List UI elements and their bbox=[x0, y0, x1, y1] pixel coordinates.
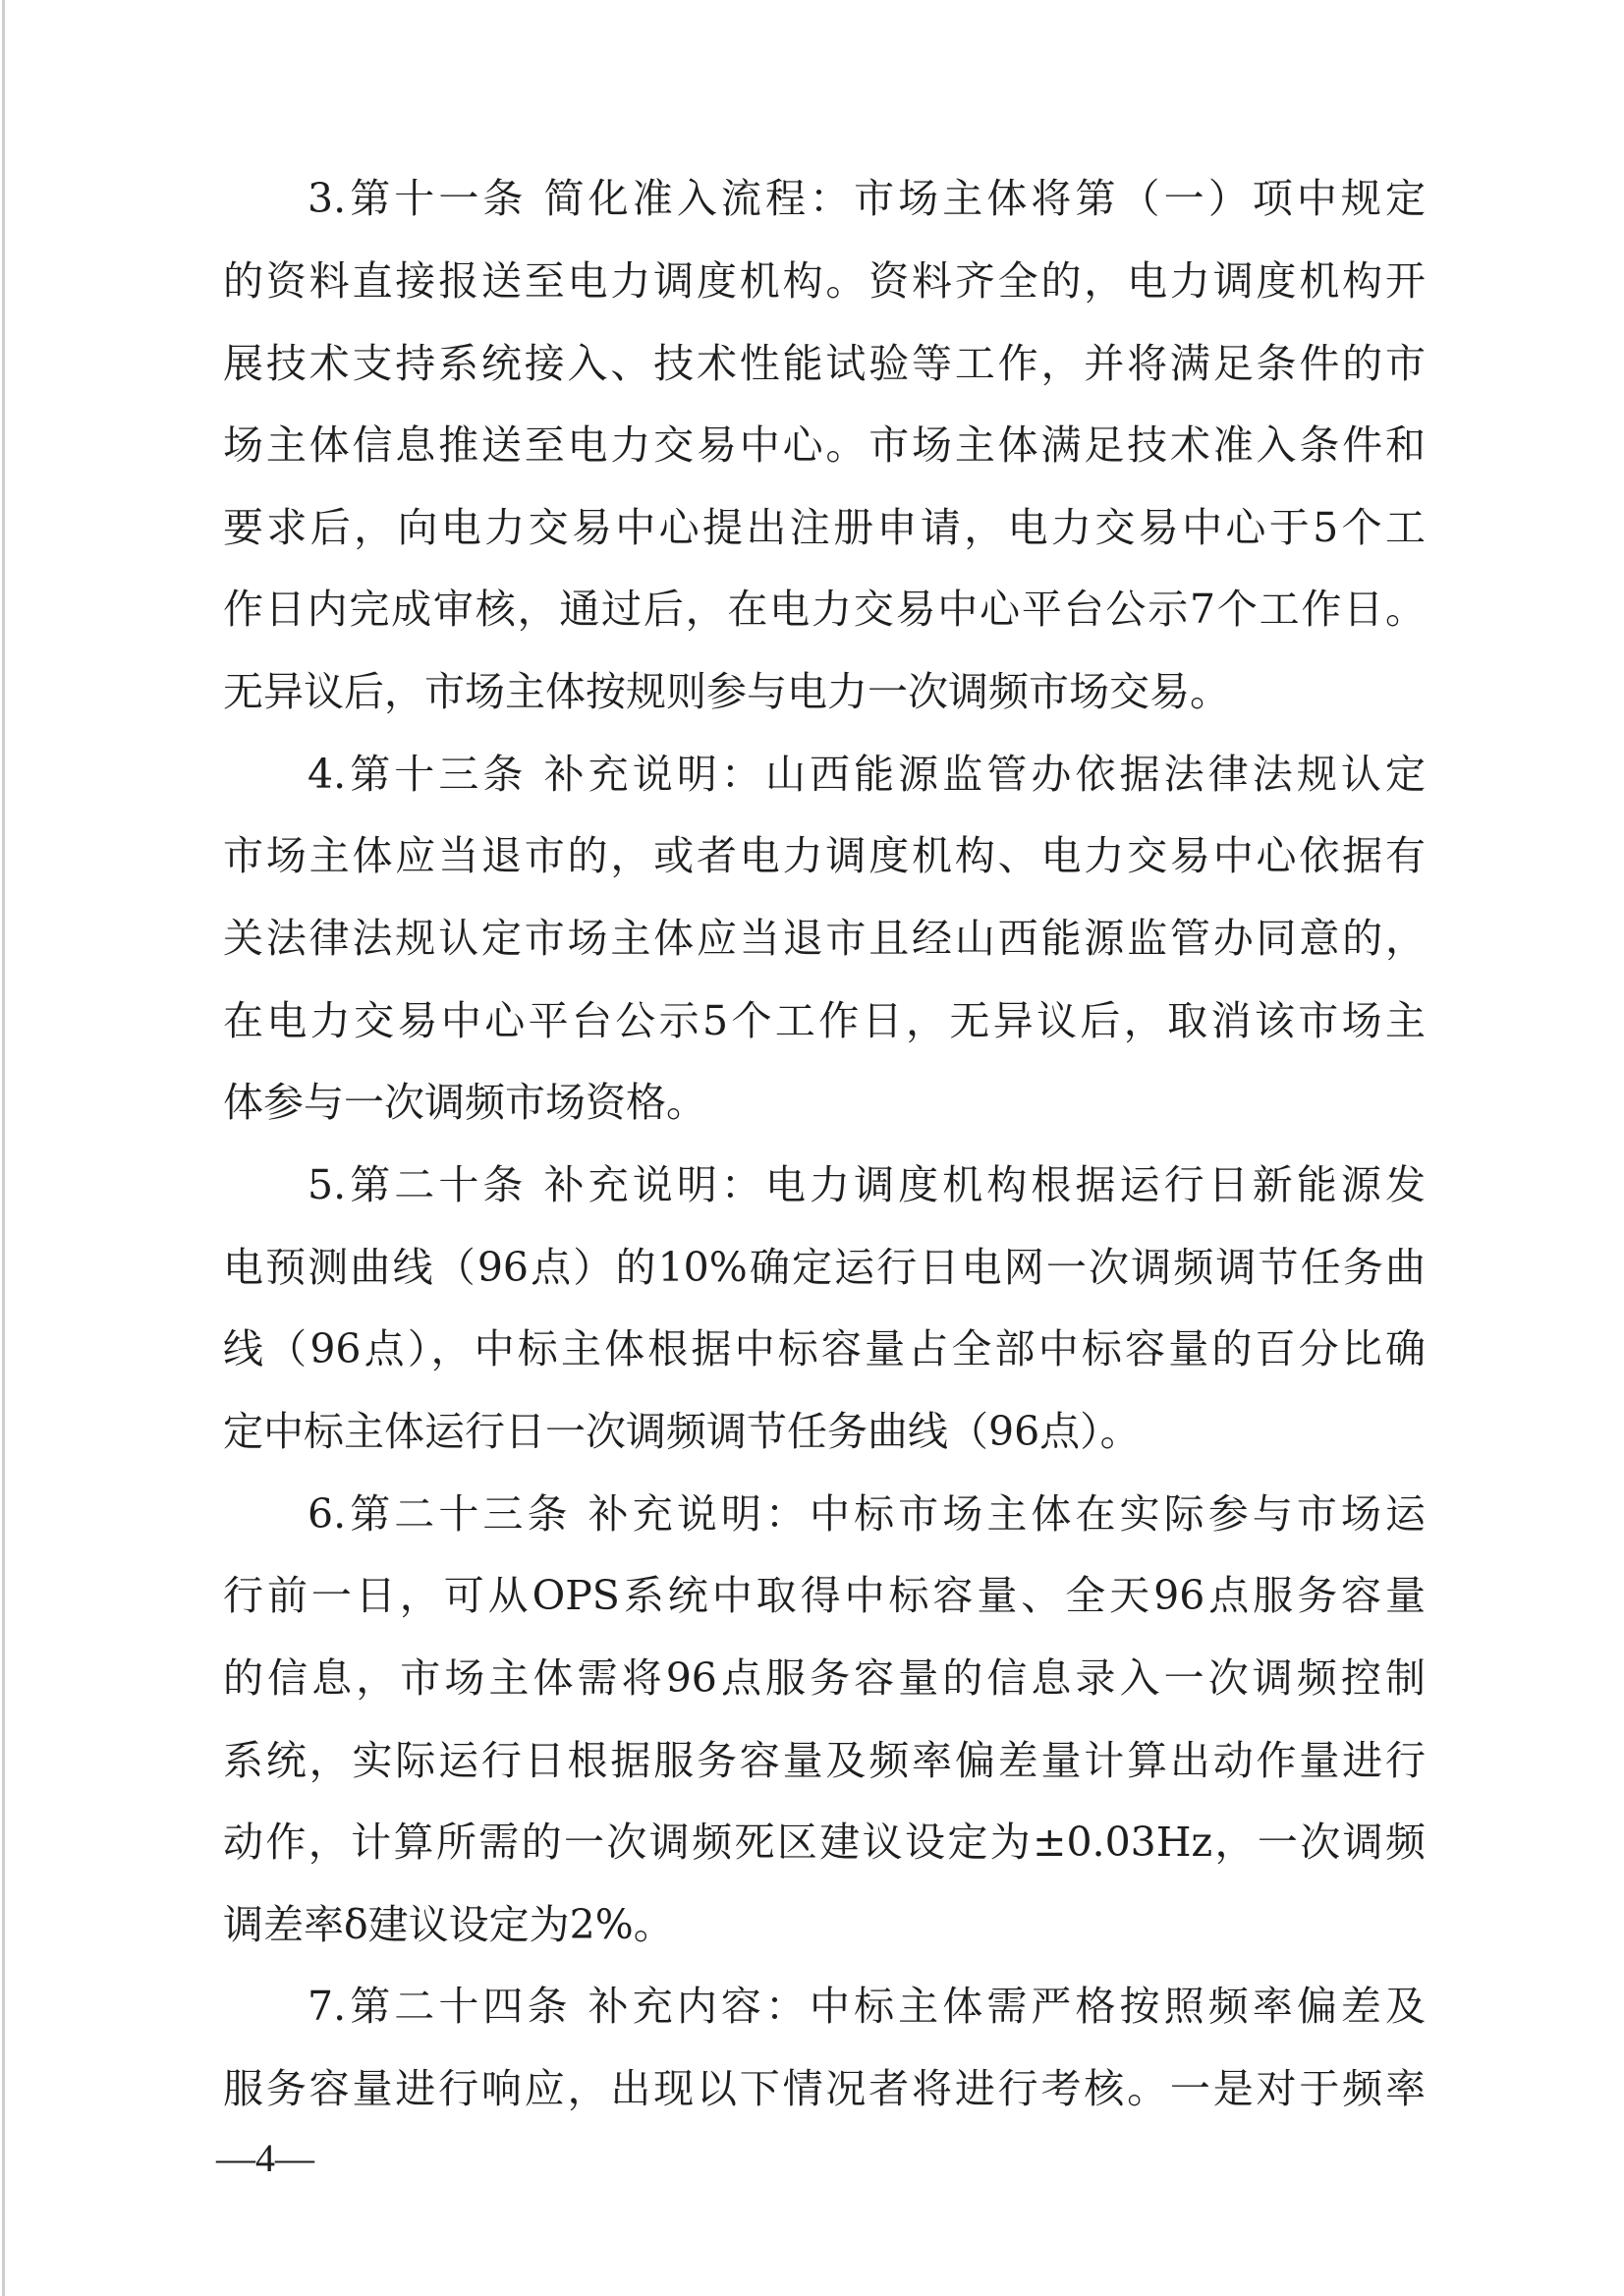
paragraph-3-line-3: 展技术支持系统接入、技术性能试验等工作，并将满足条件的市 bbox=[223, 340, 1426, 387]
paragraph-3-line-2: 的资料直接报送至电力调度机构。资料齐全的，电力调度机构开 bbox=[223, 257, 1426, 305]
paragraph-3-line-6: 作日内完成审核，通过后，在电力交易中心平台公示7个工作日。 bbox=[223, 586, 1426, 633]
paragraph-6-line-2: 行前一日，可从OPS系统中取得中标容量、全天96点服务容量 bbox=[223, 1572, 1426, 1619]
paragraph-4-line-3: 关法律法规认定市场主体应当退市且经山西能源监管办同意的， bbox=[223, 915, 1426, 962]
paragraph-6-line-4: 系统，实际运行日根据服务容量及频率偏差量计算出动作量进行 bbox=[223, 1737, 1426, 1784]
paragraph-6-line-5: 动作，计算所需的一次调频死区建议设定为±0.03Hz，一次调频 bbox=[223, 1819, 1426, 1866]
paragraph-5-line-1: 5.第二十条 补充说明：电力调度机构根据运行日新能源发 bbox=[308, 1161, 1426, 1208]
paragraph-5-line-3: 线（96点），中标主体根据中标容量占全部中标容量的百分比确 bbox=[223, 1325, 1426, 1372]
paragraph-4-line-5: 体参与一次调频市场资格。 bbox=[223, 1079, 706, 1126]
paragraph-7-line-2: 服务容量进行响应，出现以下情况者将进行考核。一是对于频率 bbox=[223, 2065, 1426, 2112]
paragraph-7-line-1: 7.第二十四条 补充内容：中标主体需严格按照频率偏差及 bbox=[308, 1983, 1426, 2030]
scan-edge bbox=[2, 0, 5, 2296]
paragraph-4-line-4: 在电力交易中心平台公示5个工作日，无异议后，取消该市场主 bbox=[223, 997, 1426, 1044]
paragraph-3-line-5: 要求后，向电力交易中心提出注册申请，电力交易中心于5个工 bbox=[223, 504, 1426, 551]
paragraph-5-line-4: 定中标主体运行日一次调频调节任务曲线（96点）。 bbox=[223, 1408, 1141, 1455]
paragraph-3-line-1: 3.第十一条 简化准入流程：市场主体将第（一）项中规定 bbox=[308, 175, 1426, 222]
paragraph-5-line-2: 电预测曲线（96点）的10%确定运行日电网一次调频调节任务曲 bbox=[223, 1244, 1426, 1291]
paragraph-4-line-2: 市场主体应当退市的，或者电力调度机构、电力交易中心依据有 bbox=[223, 832, 1426, 879]
paragraph-4-line-1: 4.第十三条 补充说明：山西能源监管办依据法律法规认定 bbox=[308, 751, 1426, 798]
paragraph-6-line-3: 的信息，市场主体需将96点服务容量的信息录入一次调频控制 bbox=[223, 1654, 1426, 1702]
paragraph-3-line-7: 无异议后，市场主体按规则参与电力一次调频市场交易。 bbox=[223, 668, 1230, 715]
paragraph-6-line-6: 调差率δ建议设定为2%。 bbox=[223, 1901, 674, 1948]
paragraph-3-line-4: 场主体信息推送至电力交易中心。市场主体满足技术准入条件和 bbox=[223, 421, 1426, 469]
page-number: —4— bbox=[216, 2136, 314, 2180]
paragraph-6-line-1: 6.第二十三条 补充说明：中标市场主体在实际参与市场运 bbox=[308, 1490, 1426, 1538]
